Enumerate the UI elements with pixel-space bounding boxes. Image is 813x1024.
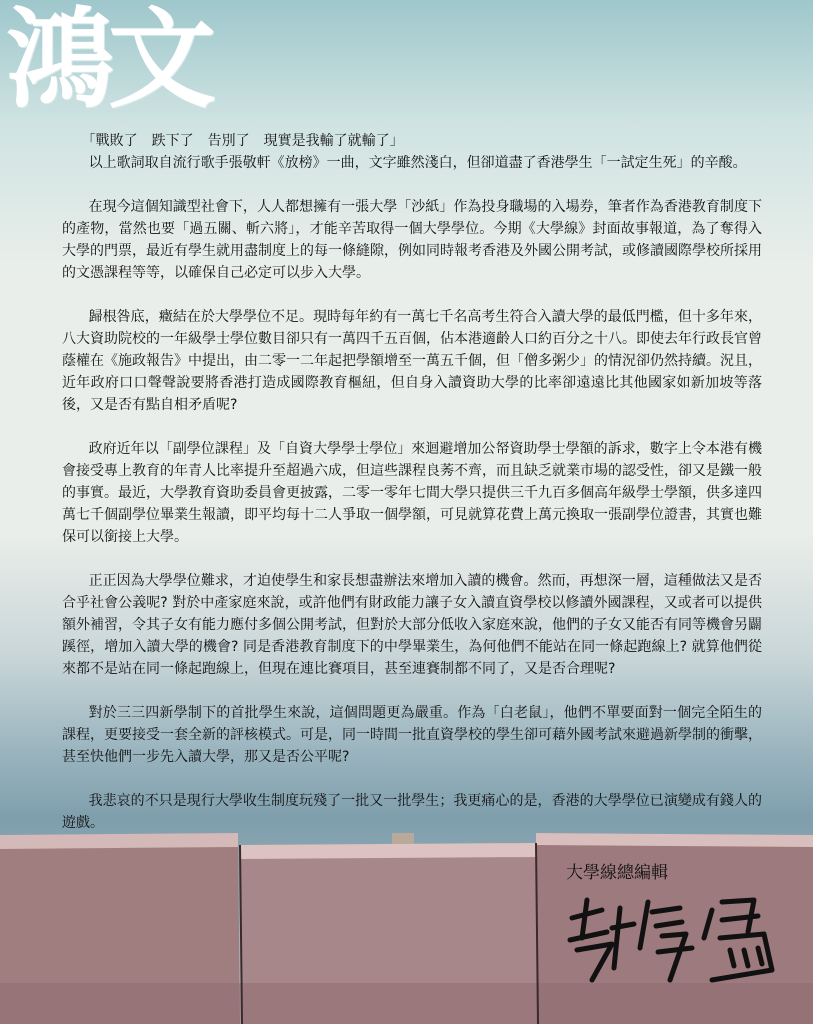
paragraph-5: 正正因為大學學位難求，才迫使學生和家長想盡辦法來增加入讀的機會。然而，再想深一層，這種做法又是否合乎社會公義呢? 對於中產家庭來說，或許他們有財政能力讓子女入讀直資學校以修讀外國課程，又或者可以提供額外補習，令其子女有能力應付多個公開考試，但對於大部分低收入家庭來說，他們的子女又能否有同等機會另闢蹊徑，增加入讀大學的機會? 同是香港教育制度下的中學畢業生，為何他們不能站在同一條起跑線上? 就算他們從來都不是站在同一條起跑線上，但現在連比賽項目，甚至連賽制都不同了，又是否合理呢?	[62, 573, 762, 677]
paragraph-3: 歸根咎底，癥結在於大學學位不足。現時每年約有一萬七千名高考生符合入讀大學的最低門檻，但十多年來，八大資助院校的一年級學士學位數目卻只有一萬四千五百個，佔本港適齡人口約百分之十八。即使去年行政長官曾蔭權在《施政報告》中提出，由二零一二年起把學額增至一萬五千個，但「僧多粥少」的情況卻仍然持續。況且，近年政府口口聲聲說要將香港打造成國際教育樞紐，但自身入讀資助大學的比率卻遠遠比其他國家如新加坡等落後，又是否有點自相矛盾呢?	[62, 309, 762, 413]
editorial-body	[62, 130, 762, 834]
handwritten-signature	[562, 888, 784, 988]
lyrics-quote: 「戰敗了 跌下了 告別了 現實是我輸了就輸了」	[81, 133, 404, 149]
paragraph-2: 在現今這個知識型社會下，人人都想擁有一張大學「沙紙」作為投身職場的入場券，筆者作為香港教育制度下的產物，當然也要「過五關、斬六將」，才能辛苦取得一個大學學位。今期《大學線》封面故事報道，為了奪得入大學的門票，最近有學生就用盡制度上的每一條縫隙，例如同時報考香港及外國公開考試，或修讀國際學校所採用的文憑課程等等，以確保自己必定可以步入大學。	[62, 199, 762, 281]
paragraph-1: 以上歌詞取自流行歌手張敬軒《放榜》一曲，文字雖然淺白，但卻道盡了香港學生「一試定生死」的辛酸。	[88, 155, 747, 171]
editor-role: 大學線總編輯	[566, 863, 668, 883]
paragraph-4: 政府近年以「副學位課程」及「自資大學學士學位」來迴避增加公帑資助學士學額的訴求，數字上令本港有機會接受專上教育的年青人比率提升至超過六成，但這些課程良莠不齊，而且缺乏就業市場的認受性，卻又是鐵一般的事實。最近，大學教育資助委員會更披露，二零一零年七間大學只提供三千九百多個高年級學士學額，供多達四萬七千個副學位畢業生報讀，即平均每十二人爭取一個學額，可見就算花費上萬元換取一張副學位證書，其實也難保可以銜接上大學。	[62, 441, 762, 545]
paragraph-7: 我悲哀的不只是現行大學收生制度玩殘了一批又一批學生；我更痛心的是，香港的大學學位已演變成有錢人的遊戲。	[62, 793, 762, 831]
masthead-title: 鴻文	[6, 0, 211, 123]
paragraph-6: 對於三三四新學制下的首批學生來說，這個問題更為嚴重。作為「白老鼠」，他們不單要面對一個完全陌生的課程，更要接受一套全新的評核模式。可是，同一時間一批直資學校的學生卻可藉外國考試來避過新學制的衝擊，甚至快他們一步先入讀大學，那又是否公平呢?	[62, 705, 762, 765]
